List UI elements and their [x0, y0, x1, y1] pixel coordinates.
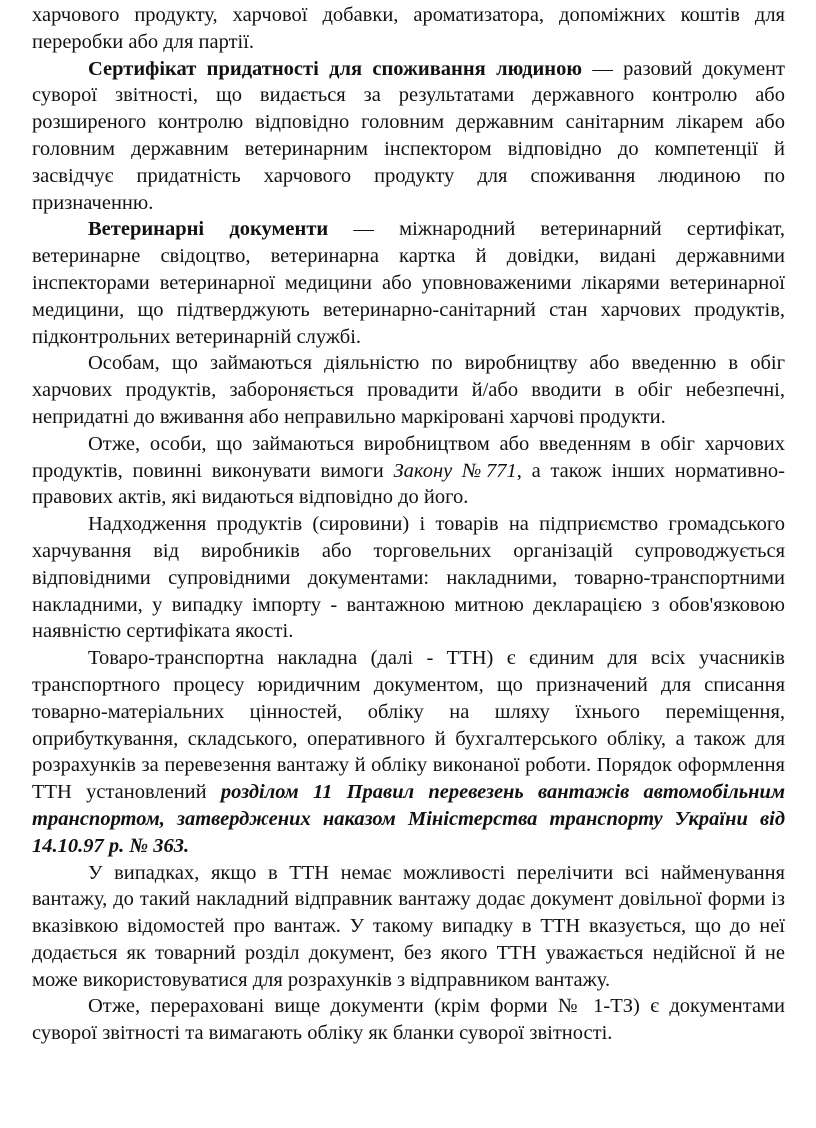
- paragraph-text: Надходження продуктів (сировини) і товарів на підприємство громадського харчування від виробників або торговельних організацій супроводжується відповідними супровідними документами: накладними, товарно-транспортними накладними, у випадку імпорту - вантажною митною декларацією з обов'язковою наявністю сертифіката якості.: [32, 513, 785, 643]
- paragraph-text-before: Отже, особи, що займаються виробництвом або введенням в обіг харчових продуктів, повинні виконувати вимоги: [32, 432, 785, 482]
- paragraph-strict-reporting: [32, 993, 785, 1047]
- paragraph-ttn-definition: [32, 645, 785, 859]
- paragraph-text: У випадках, якщо в ТТН немає можливості перелічити всі найменування вантажу, до такий накладний відправник вантажу додає документ довільної форми із вказівкою відомостей про вантаж. У такому випадку в ТТН вказується, що до неї додається як товарний розділ документ, без якого ТТН уважається недійсної й не може використовуватися для розрахунків з відправником вантажу.: [32, 861, 785, 991]
- paragraph-veterinary-documents: [32, 216, 785, 350]
- paragraph-text: харчового продукту, харчової добавки, ароматизатора, допоміжних коштів для переробки або для партії.: [32, 4, 785, 53]
- paragraph-certificate-definition: [32, 56, 785, 217]
- paragraph-continuation: [32, 2, 785, 56]
- term-certificate: Сертифікат придатності для споживання людиною: [88, 57, 582, 80]
- paragraph-text-after: , а також інших нормативно-правових актів, які видаються відповідно до його.: [32, 459, 786, 509]
- document-page: [32, 2, 785, 1047]
- law-reference: Закону №771: [393, 459, 517, 482]
- definition-text: — разовий документ суворої звітності, що видається за результатами державного контролю або розширеного контролю відповідно головним державним санітарним лікарем або головним державним ветеринарним інспектором відповідно до компетенції й засвідчує придатність харчового продукту для споживання людиною по призначенню.: [32, 57, 785, 214]
- rules-reference: розділом 11 Правил перевезень вантажів автомобільним транспортом, затверджених наказом Міністерства транспорту України від 14.10.97 р. № 363.: [32, 781, 785, 857]
- paragraph-product-receipt: [32, 511, 785, 645]
- term-veterinary-documents: Ветеринарні документи: [88, 218, 329, 241]
- paragraph-text: Товаро-транспортна накладна (далі - ТТН) є єдиним для всіх учасників транспортного процесу юридичним документом, що призначений для списання товарно-матеріальних цінностей, обліку на шляху їхнього переміщення, оприбуткування, складського, оперативного й бухгалтерського обліку, а також для розрахунків за перевезення вантажу й обліку виконаної роботи. Порядок оформлення ТТН установлений: [32, 647, 785, 804]
- paragraph-ttn-attachment: [32, 860, 785, 994]
- paragraph-law-requirements: [32, 431, 785, 511]
- definition-text: — міжнародний ветеринарний сертифікат, ветеринарне свідоцтво, ветеринарна картка й довідки, видані державними інспекторами ветеринарної медицини або уповноваженими лікарями ветеринарної медицини, що підтверджують ветеринарно-санітарний стан харчових продуктів, підконтрольних ветеринарній службі.: [32, 218, 785, 348]
- paragraph-text: Отже, перераховані вище документи (крім форми № 1-ТЗ) є документами суворої звітності та вимагають обліку як бланки суворої звітності.: [32, 995, 785, 1045]
- paragraph-prohibition: [32, 350, 785, 430]
- paragraph-text: Особам, що займаються діяльністю по виробництву або введенню в обіг харчових продуктів, забороняється провадити й/або вводити в обіг небезпечні, непридатні до вживання або неправильно маркіровані харчові продукти.: [32, 352, 785, 428]
